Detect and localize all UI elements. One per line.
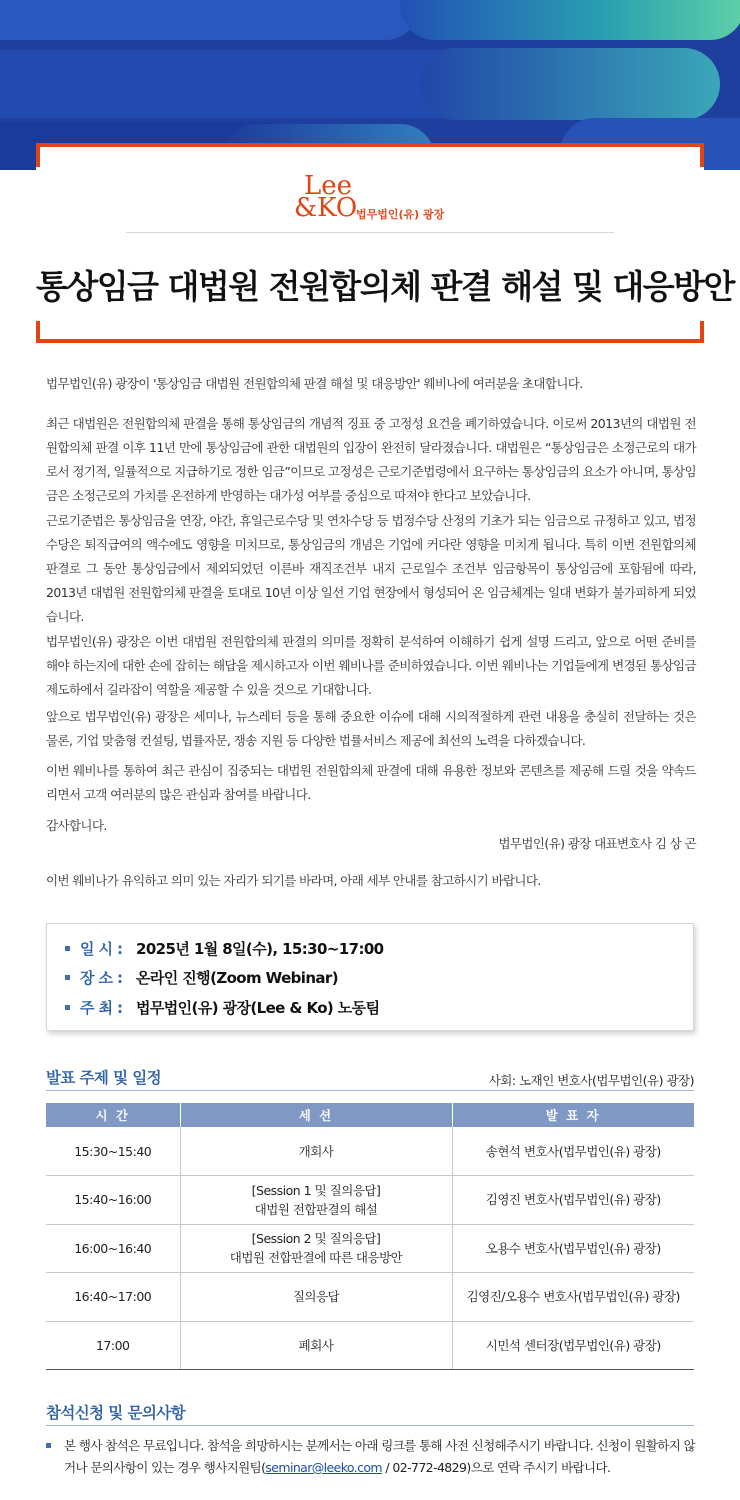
closing-block: [46, 814, 696, 856]
table-row: 16:40~17:00 질의응답 김영진/오용수 변호사(법무법인(유) 광장): [46, 1273, 694, 1322]
bullet-icon: [65, 946, 70, 951]
schedule-header-row: [46, 1103, 694, 1127]
contact-email-link[interactable]: seminar@leeko.com: [265, 1460, 382, 1475]
table-row: 16:00~16:40 [Session 2 및 질의응답] 대법원 전합판결에 따른 대응방안 오용수 변호사(법무법인(유) 광장): [46, 1224, 694, 1273]
title-box-top-border: [36, 143, 704, 167]
table-row: 15:40~16:00 [Session 1 및 질의응답] 대법원 전합판결의 해설 김영진 변호사(법무법인(유) 광장): [46, 1176, 694, 1225]
header-session: 세 션: [180, 1103, 452, 1127]
intro-paragraph: 법무법인(유) 광장이 '통상임금 대법원 전원합의체 판결 해설 및 대응방안' 웨비나에 여러분을 초대합니다.: [46, 376, 583, 391]
title-divider: [126, 232, 614, 233]
logo-korean-name: 법무법인(유) 광장: [356, 208, 445, 221]
body-paragraph-5: 이번 웨비나를 통하여 최근 관심이 집중되는 대법원 전원합의체 판결에 대해 유용한 정보와 콘텐츠를 제공해 드릴 것을 약속드리면서 고객 여러분의 많은 관심과 참여를 바랍니다.: [46, 763, 696, 802]
bullet-icon: [46, 1443, 51, 1448]
title-box: [36, 143, 734, 343]
schedule-table: [46, 1103, 694, 1370]
lee-ko-logo: Lee &KO 법무법인(유) 광장: [294, 171, 445, 223]
closing-greeting: 감사합니다.: [46, 818, 107, 833]
header-speaker: 발 표 자: [452, 1103, 694, 1127]
closing-note: 이번 웨비나가 유익하고 의미 있는 자리가 되기를 바라며, 아래 세부 안내를 참고하시기 바랍니다.: [46, 873, 541, 888]
body-paragraph-4: 앞으로 법무법인(유) 광장은 세미나, 뉴스레터 등을 통해 중요한 이슈에 대해 시의적절하게 관련 내용을 충실히 전달하는 것은 물론, 기업 맞춤형 컨설팅, 법률자문, 쟁송 지원 등 다양한 법률서비스 제공에 최선의 노력을 다하겠습니다.: [46, 709, 696, 748]
table-row: 15:30~15:40 개회사 송현석 변호사(법무법인(유) 광장): [46, 1127, 694, 1176]
bullet-icon: [65, 1005, 70, 1010]
schedule-section-divider: [46, 1090, 694, 1091]
info-row-host: 주 최 : 법무법인(유) 광장(Lee & Ko) 노동팀: [65, 996, 379, 1018]
event-info-box: [46, 923, 694, 1031]
registration-section-divider: [46, 1425, 694, 1426]
registration-notice: 본 행사 참석은 무료입니다. 참석을 희망하시는 분께서는 아래 링크를 통해 사전 신청해주시기 바랍니다. 신청이 원활하지 않거나 문의사항이 있는 경우 행사지원팀(seminar@leeko.com / 02-772-4829)으로 연락 주시기 바랍니다.: [46, 1435, 696, 1479]
body-paragraph-3: 법무법인(유) 광장은 이번 대법원 전원합의체 판결의 의미를 정확히 분석하여 이해하기 쉽게 설명 드리고, 앞으로 어떤 준비를 해야 하는지에 대한 손에 잡히는 해답을 제시하고자 이번 웨비나를 준비하였습니다. 이번 웨비나는 기업들에게 변경된 통상임금 제도하에서 길라잡이 역할을 제공할 수 있을 것으로 기대합니다.: [46, 634, 696, 697]
bullet-icon: [65, 975, 70, 980]
schedule-section-title: 발표 주제 및 일정: [46, 1069, 162, 1087]
header-time: 시 간: [46, 1103, 180, 1127]
title-box-bottom-border: [36, 321, 704, 343]
registration-section-title: 참석신청 및 문의사항: [46, 1404, 185, 1422]
body-paragraph-2: 근로기준법은 통상임금을 연장, 야간, 휴일근로수당 및 연차수당 등 법정수당 산정의 기초가 되는 임금으로 규정하고 있고, 법정수당은 퇴직급여의 액수에도 영향을 미치므로, 통상임금의 개념은 기업에 커다란 영향을 미치게 됩니다. 특히 이번 전원합의체 판결로 그 동안 통상임금에서 제외되었던 이른바 재직조건부 내지 근로일수 조건부 임금항목이 통상임금에 포함됨에 따라, 2013년 대법원 전원합의체 판결을 토대로 10년 이상 일선 기업 현장에서 형성되어 온 임금체계는 일대 변화가 불가피하게 되었습니다.: [46, 513, 696, 624]
info-row-date: 일 시 : 2025년 1월 8일(수), 15:30~17:00: [65, 937, 384, 959]
page-title: 통상임금 대법원 전원합의체 판결 해설 및 대응방안: [36, 267, 734, 306]
body-paragraph-1: 최근 대법원은 전원합의체 판결을 통해 통상임금의 개념적 징표 중 고정성 요건을 폐기하였습니다. 이로써 2013년의 대법원 전원합의체 판결 이후 11년 만에 통상임금에 관한 대법원의 입장이 완전히 달라졌습니다. 대법원은 “통상임금은 소정근로의 대가로서 정기적, 일률적으로 지급하기로 정한 임금”이므로 고정성은 근로기준법령에서 요구하는 통상임금의 요소가 아니며, 통상임금은 소정근로의 가치를 온전하게 반영하는 대가성 여부를 중심으로 따져야 한다고 보았습니다.: [46, 416, 696, 503]
info-row-place: 장 소 : 온라인 진행(Zoom Webinar): [65, 966, 338, 988]
table-row: 17:00 폐회사 시민석 센터장(법무법인(유) 광장): [46, 1321, 694, 1370]
signature: 법무법인(유) 광장 대표변호사 김 상 곤: [498, 836, 696, 851]
moderator-note: 사회: 노재인 변호사(법무법인(유) 광장): [488, 1073, 694, 1088]
